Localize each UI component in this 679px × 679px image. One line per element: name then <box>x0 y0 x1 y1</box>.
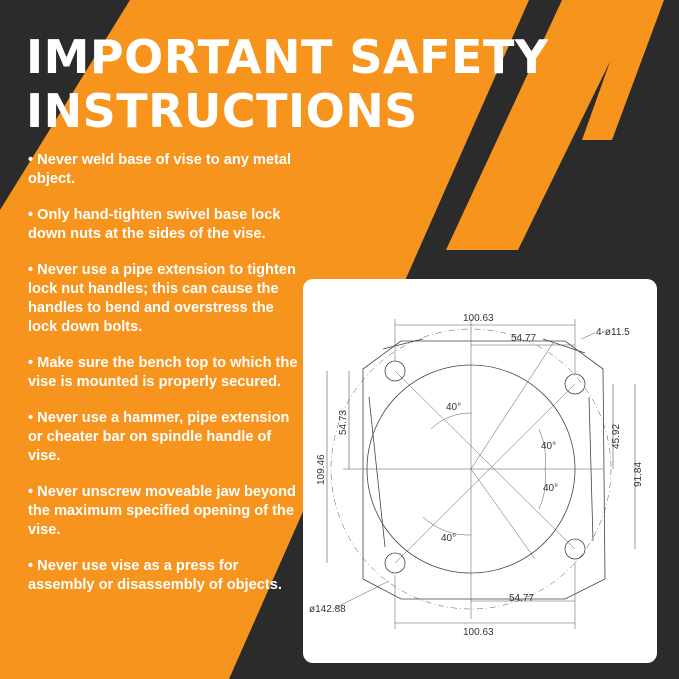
safety-bullet-list <box>28 151 303 595</box>
bullet-item: • Only hand-tighten swivel base lock down nuts at the sides of the vise. <box>28 207 281 242</box>
angle-label: 40° <box>446 402 462 413</box>
dim-top-width: 100.63 <box>463 313 494 324</box>
dim-bottom-offset: 54.77 <box>509 593 535 604</box>
bullet-item: • Make sure the bench top to which the vise is mounted is properly secured. <box>28 355 298 390</box>
dim-right-inner: 45.92 <box>611 423 622 449</box>
bullet-item: • Never use a pipe extension to tighten lock nut handles; this can cause the handles to bend and overstress the lock down bolts. <box>28 262 296 335</box>
dim-top-offset: 54.77 <box>511 333 537 344</box>
leader-line <box>581 333 595 339</box>
page-title <box>26 30 549 138</box>
dim-left-outer: 109.46 <box>316 454 327 485</box>
base-plate-drawing <box>303 279 657 663</box>
bullet-item: • Never use a hammer, pipe extension or cheater bar on spindle handle of vise. <box>28 410 290 464</box>
dim-holes: 4-ø11.5 <box>596 327 630 338</box>
title-line: INSTRUCTIONS <box>26 84 418 138</box>
angle-label: 40° <box>543 483 559 494</box>
dim-circle-diameter: ø142.88 <box>309 604 346 615</box>
dim-bottom-width: 100.63 <box>463 627 494 638</box>
bullet-item: • Never use vise as a press for assembly or disassembly of objects. <box>28 558 282 593</box>
diagonal-line <box>395 371 575 549</box>
angle-label: 40° <box>441 533 457 544</box>
angle-line <box>471 469 535 559</box>
dim-left-inner: 54.73 <box>338 409 349 435</box>
diagonal-line <box>395 384 575 563</box>
dim-right-outer: 91.84 <box>633 461 644 487</box>
bullet-item: • Never weld base of vise to any metal object. <box>28 152 292 187</box>
title-line: IMPORTANT SAFETY <box>26 30 549 84</box>
plate-edges <box>369 339 593 547</box>
angle-label: 40° <box>541 441 557 452</box>
bullet-item: • Never unscrew moveable jaw beyond the maximum specified opening of the vise. <box>28 484 296 538</box>
technical-drawing-panel <box>303 279 657 663</box>
